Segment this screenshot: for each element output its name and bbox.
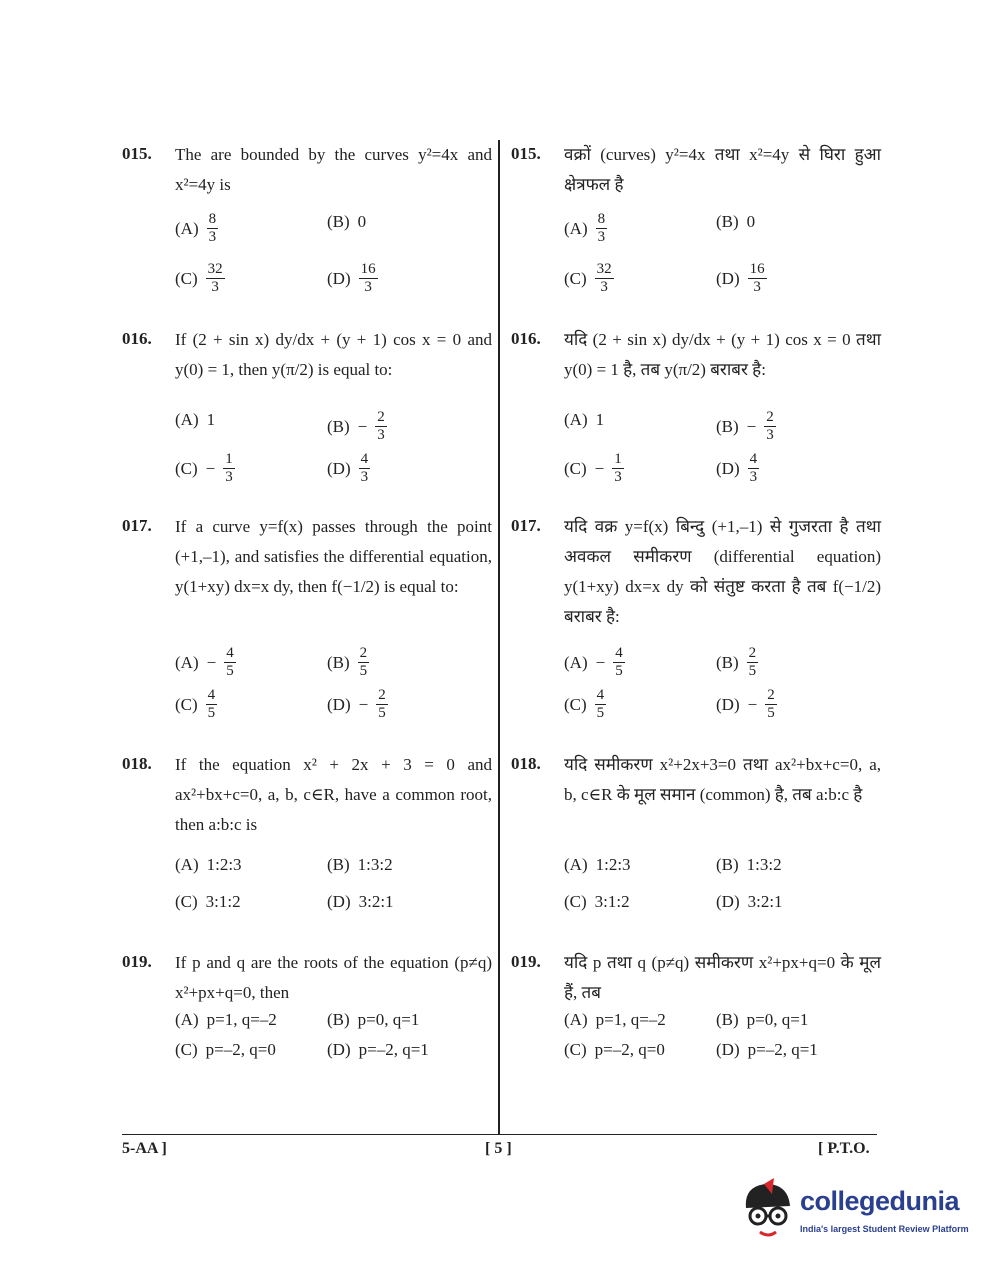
fraction-numerator: 4 (596, 687, 605, 703)
fraction-denominator: 3 (600, 279, 608, 295)
column-divider (498, 140, 500, 1135)
option-fraction (206, 688, 218, 721)
fraction-denominator: 3 (208, 229, 217, 245)
option-label: (D) (716, 458, 740, 478)
option-label: (D) (327, 694, 351, 714)
option-b (327, 855, 393, 875)
option-c (564, 262, 614, 295)
fraction-numerator: 4 (207, 687, 216, 703)
question-text: यदि वक्र y=f(x) बिन्दु (+1,–1) से गुजरता है तथा अवकल समीकरण (differential equation) y(1+xy) dx=x dy को संतुष्ट करता है तब f(−1/2) बराबर है: (564, 517, 881, 626)
fraction-numerator: 2 (359, 645, 368, 661)
option-label: (C) (175, 892, 198, 911)
option-fraction (376, 688, 388, 721)
option-value: p=1, q=–2 (595, 1010, 666, 1029)
option-sign: − (747, 694, 758, 714)
option-d (716, 262, 767, 295)
logo-wordmark: collegedunia (800, 1186, 960, 1216)
option-value: p=0, q=1 (746, 1010, 809, 1029)
option-label: (B) (327, 1010, 350, 1029)
option-fraction (358, 646, 370, 679)
option-value: 1:2:3 (595, 855, 631, 874)
page-number: [ 5 ] (485, 1140, 512, 1157)
option-value: p=0, q=1 (357, 1010, 420, 1029)
option-c (564, 452, 624, 485)
option-label: (C) (564, 268, 587, 288)
option-value: p=–2, q=1 (358, 1040, 429, 1059)
option-b (716, 212, 755, 232)
question-text: वक्रों (curves) y²=4x तथा x²=4y से घिरा हुआ क्षेत्रफल है (564, 145, 881, 194)
footer-code: 5-AA ] (122, 1140, 167, 1157)
option-label: (C) (175, 268, 198, 288)
fraction-numerator: 4 (749, 451, 758, 467)
question-text: यदि (2 + sin x) dy/dx + (y + 1) cos x = 0 तथा y(0) = 1 है, तब y(π/2) बराबर है: (564, 330, 881, 379)
option-label: (D) (716, 892, 740, 911)
option-d (716, 1040, 818, 1060)
option-fraction (207, 212, 219, 245)
fraction-numerator: 4 (615, 645, 623, 661)
mascot-icon (740, 1178, 796, 1244)
option-fraction (596, 212, 608, 245)
option-label: (C) (175, 694, 198, 714)
option-label: (D) (327, 268, 351, 288)
fraction-numerator: 4 (360, 451, 369, 467)
fraction-numerator: 2 (766, 409, 774, 425)
fraction-denominator: 3 (753, 279, 761, 295)
option-b (327, 410, 387, 443)
fraction-numerator: 1 (614, 451, 622, 467)
fraction-denominator: 5 (359, 663, 368, 679)
option-d (716, 452, 759, 485)
option-d (327, 452, 370, 485)
option-fraction (613, 646, 625, 679)
option-d (327, 688, 388, 721)
option-value: 0 (357, 212, 367, 231)
option-a (175, 1010, 277, 1030)
option-a (564, 1010, 666, 1030)
question-number: 019. (122, 952, 152, 971)
fraction-denominator: 3 (360, 469, 369, 485)
option-fraction (206, 262, 225, 295)
question-text: The are bounded by the curves y²=4x and x²=4y is (175, 145, 492, 194)
fraction-denominator: 5 (207, 705, 216, 721)
option-sign: − (746, 416, 757, 436)
option-label: (D) (716, 268, 740, 288)
logo-tagline: India's largest Student Review Platform (800, 1224, 969, 1234)
option-sign: − (206, 652, 217, 672)
question-text: If (2 + sin x) dy/dx + (y + 1) cos x = 0 and y(0) = 1, then y(π/2) is equal to: (175, 330, 492, 379)
option-a (175, 855, 242, 875)
option-sign: − (595, 652, 606, 672)
question-number: 018. (511, 754, 541, 773)
footer-rule (122, 1134, 877, 1135)
option-label: (D) (327, 892, 351, 911)
option-label: (C) (564, 694, 587, 714)
option-label: (A) (564, 410, 588, 429)
option-value: 0 (746, 212, 756, 231)
option-a (175, 212, 218, 245)
fraction-denominator: 3 (766, 427, 774, 443)
fraction-numerator: 4 (226, 645, 234, 661)
question-number: 016. (122, 329, 152, 348)
option-d (327, 1040, 429, 1060)
fraction-numerator: 1 (225, 451, 233, 467)
option-label: (B) (327, 212, 350, 231)
option-d (716, 688, 777, 721)
collegedunia-logo (740, 1178, 970, 1248)
fraction-numerator: 32 (596, 261, 612, 277)
option-sign: − (205, 458, 216, 478)
option-value: p=1, q=–2 (206, 1010, 277, 1029)
option-fraction (223, 452, 235, 485)
option-label: (B) (327, 416, 350, 436)
option-label: (B) (716, 652, 739, 672)
fraction-denominator: 3 (364, 279, 372, 295)
option-b (716, 1010, 808, 1030)
question-number: 017. (511, 516, 541, 535)
option-fraction (748, 262, 767, 295)
option-label: (A) (564, 1010, 588, 1029)
question-number: 016. (511, 329, 541, 348)
fraction-denominator: 3 (211, 279, 219, 295)
option-c (175, 1040, 276, 1060)
option-fraction (224, 646, 236, 679)
option-c (175, 452, 235, 485)
option-sign: − (357, 416, 368, 436)
question-number: 015. (122, 144, 152, 163)
fraction-numerator: 2 (377, 409, 385, 425)
option-label: (B) (716, 855, 739, 874)
fraction-denominator: 3 (614, 469, 622, 485)
option-label: (A) (175, 652, 199, 672)
question-text: यदि p तथा q (p≠q) समीकरण x²+px+q=0 के मूल हैं, तब (564, 953, 881, 1002)
option-value: p=–2, q=0 (205, 1040, 276, 1059)
option-fraction (375, 410, 387, 443)
option-label: (A) (175, 1010, 199, 1029)
fraction-numerator: 8 (208, 211, 217, 227)
option-b (327, 1010, 419, 1030)
question-number: 015. (511, 144, 541, 163)
question-text: यदि समीकरण x²+2x+3=0 तथा ax²+bx+c=0, a, b, c∈R के मूल समान (common) है, तब a:b:c है (564, 755, 881, 804)
option-label: (D) (716, 1040, 740, 1059)
option-value: 1 (595, 410, 605, 429)
option-a (564, 410, 604, 430)
option-fraction (595, 262, 614, 295)
option-a (564, 646, 625, 679)
option-label: (D) (716, 694, 740, 714)
fraction-denominator: 5 (615, 663, 623, 679)
pto-label: [ P.T.O. (818, 1140, 870, 1157)
fraction-numerator: 2 (767, 687, 775, 703)
option-fraction (359, 452, 371, 485)
option-b (327, 212, 366, 232)
option-c (564, 892, 630, 912)
option-label: (A) (175, 410, 199, 429)
option-fraction (359, 262, 378, 295)
option-value: 3:2:1 (747, 892, 783, 911)
option-fraction (747, 646, 759, 679)
option-a (564, 855, 631, 875)
option-label: (C) (175, 1040, 198, 1059)
option-label: (D) (327, 1040, 351, 1059)
option-fraction (748, 452, 760, 485)
fraction-numerator: 16 (360, 261, 376, 277)
option-value: 3:1:2 (594, 892, 630, 911)
option-label: (A) (564, 218, 588, 238)
fraction-numerator: 2 (748, 645, 757, 661)
fraction-denominator: 5 (378, 705, 386, 721)
option-value: 3:1:2 (205, 892, 241, 911)
fraction-numerator: 32 (207, 261, 223, 277)
option-b (716, 646, 758, 679)
question-text: If the equation x² + 2x + 3 = 0 and ax²+bx+c=0, a, b, c∈R, have a common root, then a:b:c is (175, 755, 492, 834)
option-fraction (765, 688, 777, 721)
option-sign: − (594, 458, 605, 478)
option-value: 1 (206, 410, 216, 429)
fraction-denominator: 3 (749, 469, 758, 485)
option-label: (B) (327, 855, 350, 874)
option-c (175, 688, 217, 721)
option-value: 3:2:1 (358, 892, 394, 911)
option-b (327, 646, 369, 679)
option-fraction (764, 410, 776, 443)
option-label: (B) (716, 212, 739, 231)
option-fraction (595, 688, 607, 721)
option-value: 1:2:3 (206, 855, 242, 874)
option-c (175, 892, 241, 912)
question-number: 018. (122, 754, 152, 773)
option-label: (C) (564, 892, 587, 911)
option-label: (A) (564, 652, 588, 672)
fraction-denominator: 3 (225, 469, 233, 485)
option-b (716, 410, 776, 443)
option-b (716, 855, 782, 875)
fraction-denominator: 3 (377, 427, 385, 443)
option-label: (B) (716, 416, 739, 436)
option-label: (C) (564, 458, 587, 478)
option-a (175, 646, 236, 679)
fraction-numerator: 16 (749, 261, 765, 277)
option-c (175, 262, 225, 295)
fraction-denominator: 5 (748, 663, 757, 679)
option-a (564, 212, 607, 245)
option-label: (C) (175, 458, 198, 478)
option-label: (B) (327, 652, 350, 672)
option-d (327, 262, 378, 295)
option-label: (A) (564, 855, 588, 874)
option-value: 1:3:2 (746, 855, 782, 874)
option-label: (A) (175, 218, 199, 238)
question-number: 017. (122, 516, 152, 535)
option-d (327, 892, 394, 912)
option-c (564, 1040, 665, 1060)
question-text: If p and q are the roots of the equation (p≠q) x²+px+q=0, then (175, 953, 492, 1002)
option-value: p=–2, q=1 (747, 1040, 818, 1059)
option-label: (D) (327, 458, 351, 478)
option-label: (A) (175, 855, 199, 874)
option-d (716, 892, 783, 912)
fraction-numerator: 8 (597, 211, 606, 227)
question-text: If a curve y=f(x) passes through the point (+1,–1), and satisfies the differential equation, y(1+xy) dx=x dy, then f(−1/2) is equal to: (175, 517, 492, 596)
option-a (175, 410, 215, 430)
option-value: p=–2, q=0 (594, 1040, 665, 1059)
option-c (564, 688, 606, 721)
option-label: (B) (716, 1010, 739, 1029)
fraction-denominator: 5 (596, 705, 605, 721)
fraction-denominator: 5 (226, 663, 234, 679)
question-number: 019. (511, 952, 541, 971)
fraction-denominator: 3 (597, 229, 606, 245)
option-fraction (612, 452, 624, 485)
option-label: (C) (564, 1040, 587, 1059)
fraction-numerator: 2 (378, 687, 386, 703)
option-sign: − (358, 694, 369, 714)
fraction-denominator: 5 (767, 705, 775, 721)
option-value: 1:3:2 (357, 855, 393, 874)
